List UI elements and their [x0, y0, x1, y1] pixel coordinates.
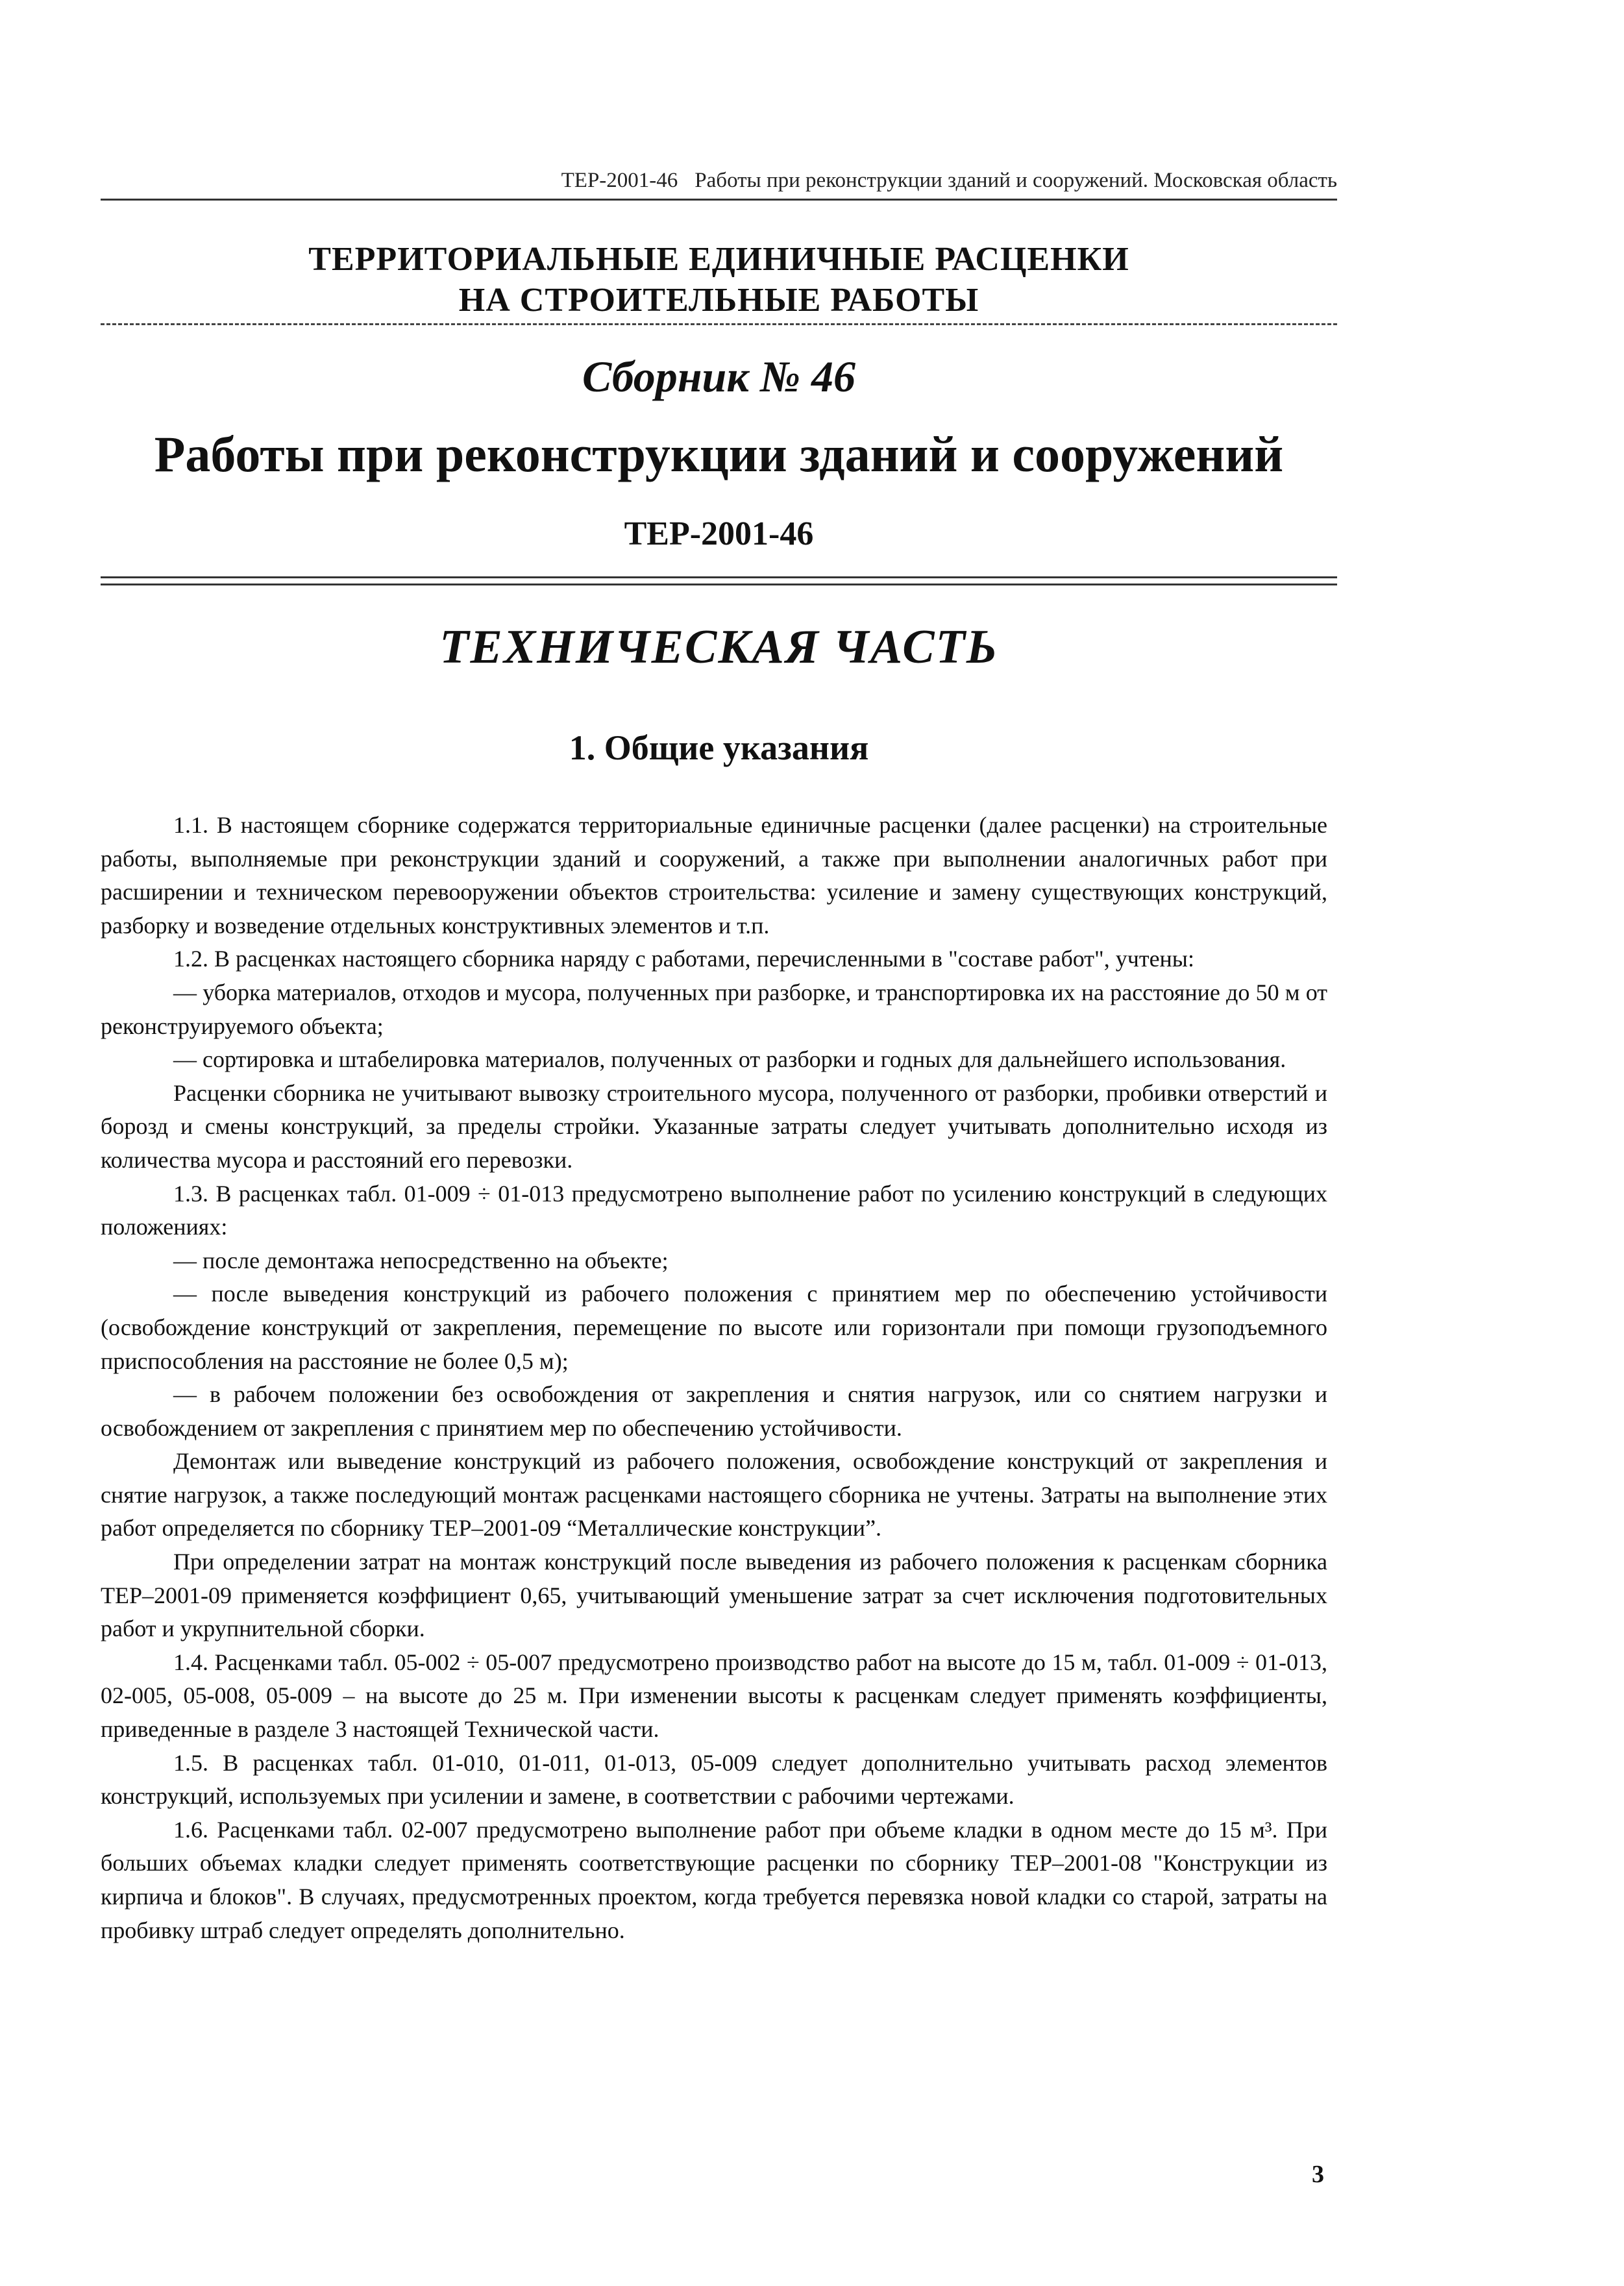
body-text: [101, 809, 1327, 1947]
page-number: 3: [1312, 2161, 1324, 2188]
subsection-title: 1. Общие указания: [569, 728, 869, 767]
paragraph: — после демонтажа непосредственно на объекте;: [173, 1247, 669, 1273]
collection-label: Сборник № 46: [582, 352, 856, 401]
paragraph: 1.4. Расценками табл. 05-002 ÷ 05-007 предусмотрено производство работ на высоте до 15 м, табл. 01-009 ÷ 01-013, 02-005, 05-008, 05-009 – на высоте до 25 м. При изменении высоты к расценкам следует применять коэффициенты, приведенные в разделе 3 настоящей Технической части.: [101, 1649, 1327, 1743]
paragraph: Расценки сборника не учитывают вывозку строительного мусора, полученного от разборки, пробивки отверстий и борозд и смены конструкций, за пределы стройки. Указанные затраты следует учитывать дополнительно исходя из количества мусора и расстояний его перевозки.: [101, 1079, 1327, 1173]
paragraph: — сортировка и штабелировка материалов, полученных от разборки и годных для дальнейшего использования.: [173, 1046, 1286, 1073]
double-rule: [101, 576, 1337, 585]
paragraph: — в рабочем положении без освобождения от закрепления и снятия нагрузок, или со снятием нагрузки и освобождением от закрепления с принятием мер по обеспечению устойчивости.: [101, 1381, 1327, 1441]
paragraph: — после выведения конструкций из рабочего положения с принятием мер по обеспечению устойчивости (освобождение конструкций от закрепления, перемещение по высоте или горизонтали при помощи грузоподъемного приспособления на расстояние не более 0,5 м);: [101, 1281, 1327, 1374]
main-title-line-1: ТЕРРИТОРИАЛЬНЫЕ ЕДИНИЧНЫЕ РАСЦЕНКИ: [308, 241, 1129, 278]
main-title-line-2: НА СТРОИТЕЛЬНЫЕ РАБОТЫ: [458, 282, 979, 319]
main-title: [101, 239, 1337, 321]
running-header: [188, 167, 1337, 193]
paragraph: 1.5. В расценках табл. 01-010, 01-011, 01-013, 05-009 следует дополнительно учитывать расход элементов конструкций, используемых при усилении и замене, в соответствии с рабочими чертежами.: [101, 1749, 1327, 1810]
section-title: ТЕХНИЧЕСКАЯ ЧАСТЬ: [439, 621, 998, 674]
paragraph: 1.2. В расценках настоящего сборника наряду с работами, перечисленными в "составе работ", учтены:: [173, 946, 1194, 972]
paragraph: — уборка материалов, отходов и мусора, полученных при разборке, и транспортировка их на расстояние до 50 м от реконструируемого объекта;: [101, 979, 1327, 1039]
header-rule: [101, 199, 1337, 201]
collection-code: ТЕР-2001-46: [624, 515, 814, 552]
running-header-text: Работы при реконструкции зданий и сооружений. Московская область: [695, 169, 1337, 192]
paragraph: 1.3. В расценках табл. 01-009 ÷ 01-013 предусмотрено выполнение работ по усилению конструкций в следующих положениях:: [101, 1180, 1327, 1240]
running-header-code: ТЕР-2001-46: [561, 169, 678, 192]
paragraph: Демонтаж или выведение конструкций из рабочего положения, освобождение конструкций от закрепления и снятие нагрузок, а также последующий монтаж расценками настоящего сборника не учтены. Затраты на выполнение этих работ определяется по сборнику ТЕР–2001-09 “Металлические конструкции”.: [101, 1448, 1327, 1542]
title-rule: [101, 323, 1337, 325]
collection-name: Работы при реконструкции зданий и сооружений: [154, 426, 1284, 482]
paragraph: 1.6. Расценками табл. 02-007 предусмотрено выполнение работ при объеме кладки в одном месте до 15 м³. При больших объемах кладки следует применять соответствующие расценки по сборнику ТЕР–2001-08 "Конструкции из кирпича и блоков". В случаях, предусмотренных проектом, когда требуется перевязка новой кладки со старой, затраты на пробивку штраб следует определять дополнительно.: [101, 1816, 1327, 1943]
paragraph: 1.1. В настоящем сборнике содержатся территориальные единичные расценки (далее расценки) на строительные работы, выполняемые при реконструкции зданий и сооружений, а также при выполнении аналогичных работ при расширении и техническом перевооружении объектов строительства: усиление и замену существующих конструкций, разборку и возведение отдельных конструктивных элементов и т.п.: [101, 812, 1327, 939]
paragraph: При определении затрат на монтаж конструкций после выведения из рабочего положения к расценкам сборника ТЕР–2001-09 применяется коэффициент 0,65, учитывающий уменьшение затрат за счет исключения подготовительных работ и укрупнительной сборки.: [101, 1549, 1327, 1642]
